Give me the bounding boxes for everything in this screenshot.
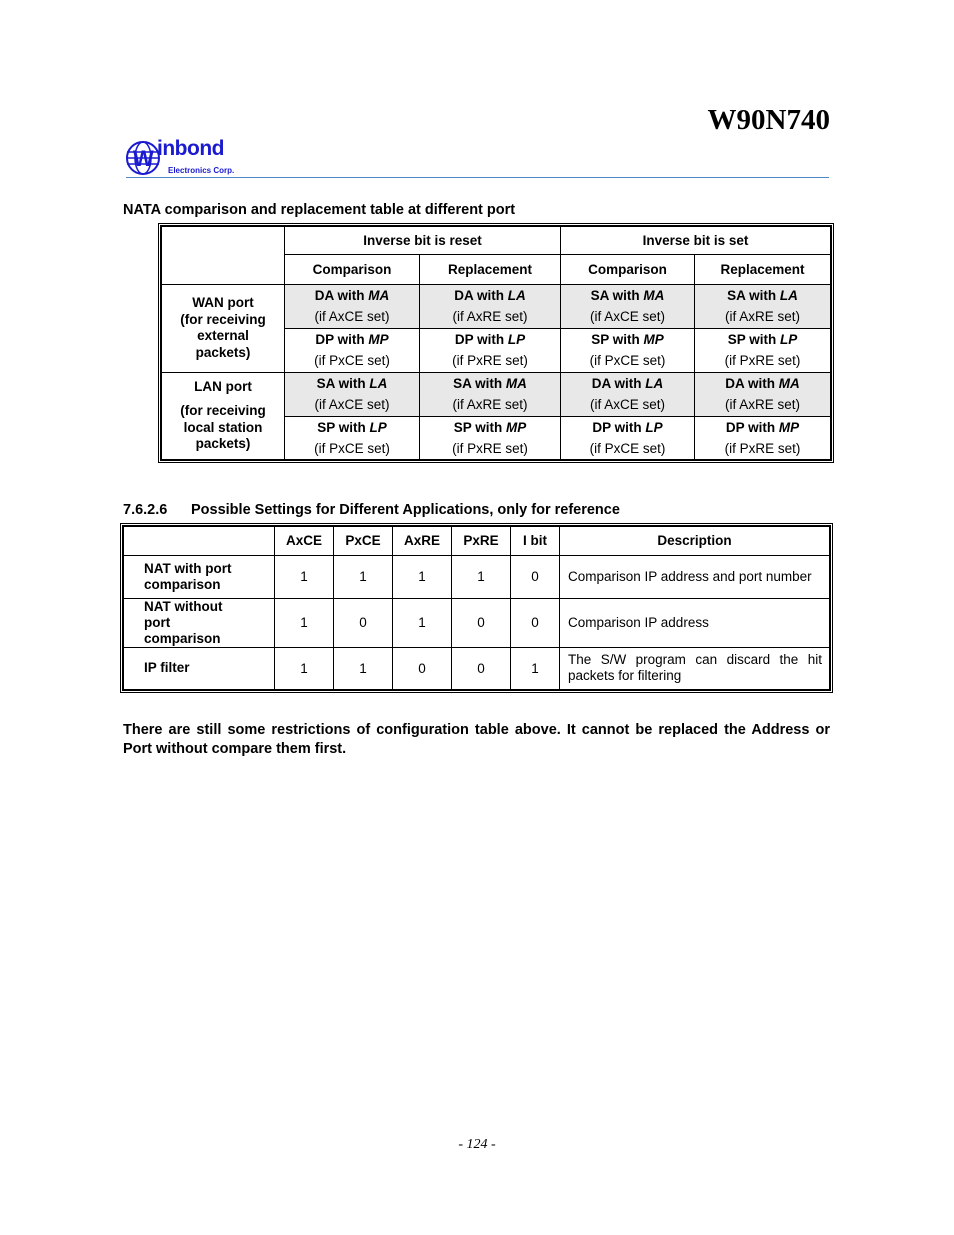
nata-cell (561, 372, 695, 416)
cell-condition: (if AxCE set) (589, 397, 665, 412)
settings-header-cell: PxRE (452, 526, 511, 555)
settings-value: 0 (511, 598, 560, 647)
settings-value: 1 (275, 598, 334, 647)
nata-cell (695, 372, 832, 416)
settings-value: 0 (511, 555, 560, 598)
settings-value: 1 (393, 598, 452, 647)
cell-field: DP with (725, 419, 779, 435)
nata-cell (420, 416, 561, 460)
cell-condition: (if AxRE set) (452, 309, 528, 324)
cell-condition: (if PxRE set) (724, 353, 801, 368)
cell-field: DP with (454, 332, 508, 347)
settings-value: 1 (452, 555, 511, 598)
settings-table-body (123, 555, 830, 690)
cell-value: LA (645, 376, 664, 391)
restriction-note: There are still some restrictions of configuration table above. It cannot be replaced the Address or Port without compare them first. (123, 722, 830, 757)
cell-field: DA with (314, 288, 369, 303)
cell-value: MP (778, 419, 800, 435)
cell-field: SA with (727, 288, 780, 303)
settings-value: 0 (452, 598, 511, 647)
cell-field: DP with (315, 332, 369, 347)
cell-value: LP (780, 332, 798, 347)
col-replacement-set: Replacement (695, 254, 832, 284)
nata-cell (285, 284, 420, 328)
settings-value: 1 (393, 555, 452, 598)
settings-value: 1 (334, 647, 393, 690)
port-label: LAN port (194, 378, 252, 394)
cell-field: DP with (592, 419, 646, 435)
cell-value: MA (778, 376, 800, 391)
winbond-logo (126, 137, 256, 176)
cell-condition: (if PxCE set) (589, 440, 666, 456)
cell-value: LP (369, 419, 387, 435)
col-comparison-reset: Comparison (285, 254, 420, 284)
section1-title: NATA comparison and replacement table at different port (123, 202, 516, 218)
nata-cell (561, 284, 695, 328)
nata-cell (561, 416, 695, 460)
settings-header-cell: AxRE (393, 526, 452, 555)
cell-field: SP with (453, 419, 506, 435)
port-label: WAN port (192, 295, 254, 310)
nata-cell (420, 372, 561, 416)
cell-condition: (if AxCE set) (314, 309, 390, 324)
cell-field: SA with (453, 376, 506, 391)
svg-text:W: W (133, 146, 154, 171)
settings-row (123, 647, 830, 690)
cell-field: DA with (725, 376, 779, 391)
nata-cell (695, 328, 832, 372)
cell-value: LP (507, 332, 526, 347)
nata-cell (695, 416, 832, 460)
corner-cell (161, 226, 285, 284)
chip-title: W90N740 (707, 104, 830, 136)
cell-condition: (if PxCE set) (314, 440, 390, 456)
group-set-header: Inverse bit is set (561, 226, 832, 254)
cell-value: MA (368, 288, 390, 303)
cell-value: LA (779, 288, 798, 303)
settings-value: 0 (452, 647, 511, 690)
cell-condition: (if AxRE set) (724, 309, 800, 324)
cell-field: SP with (727, 332, 780, 347)
cell-value: LA (507, 288, 526, 303)
group-reset-header: Inverse bit is reset (285, 226, 561, 254)
logo-sub-text: Electronics Corp. (168, 166, 235, 175)
logo-brand-text: inbond (157, 137, 224, 160)
settings-description: Comparison IP address and port number (560, 555, 831, 598)
cell-condition: (if PxCE set) (314, 353, 390, 368)
settings-table (122, 525, 831, 691)
settings-header-cell: AxCE (275, 526, 334, 555)
settings-value: 0 (334, 598, 393, 647)
cell-condition: (if AxRE set) (724, 397, 800, 412)
settings-description: The S/W program can discard the hit packets for filtering (560, 647, 831, 690)
cell-condition: (if AxRE set) (452, 397, 528, 412)
col-comparison-set: Comparison (561, 254, 695, 284)
cell-field: DA with (591, 376, 646, 391)
section2-title: 7.6.2.6 Possible Settings for Different Applications, only for reference (123, 502, 620, 518)
settings-value: 0 (393, 647, 452, 690)
cell-value: MA (643, 288, 665, 303)
settings-value: 1 (275, 647, 334, 690)
settings-value: 1 (275, 555, 334, 598)
port-sub: (for receiving local station packets) (180, 403, 266, 452)
cell-value: MP (643, 332, 664, 347)
cell-condition: (if PxCE set) (589, 353, 666, 368)
nata-cell (285, 416, 420, 460)
page-number: - 124 - (458, 1137, 496, 1152)
port-sub: (for receiving external packets) (180, 311, 266, 360)
port-label-cell (161, 372, 285, 460)
settings-header-row (123, 526, 830, 555)
settings-row-label: IP filter (123, 647, 275, 690)
settings-value: 1 (511, 647, 560, 690)
settings-header-cell: Description (560, 526, 831, 555)
nata-cell (420, 284, 561, 328)
settings-header-cell: I bit (511, 526, 560, 555)
nata-cell (285, 328, 420, 372)
cell-condition: (if PxRE set) (452, 353, 528, 368)
cell-value: LP (645, 419, 663, 435)
settings-header-cell: PxCE (334, 526, 393, 555)
header-rule (126, 177, 829, 178)
cell-condition: (if AxCE set) (314, 397, 390, 412)
settings-row (123, 555, 830, 598)
settings-row (123, 598, 830, 647)
nata-row (161, 372, 831, 416)
nata-cell (561, 328, 695, 372)
cell-field: SA with (590, 288, 644, 303)
cell-field: SP with (591, 332, 644, 347)
cell-value: MP (506, 419, 527, 435)
cell-field: SA with (316, 376, 370, 391)
cell-value: MA (505, 376, 527, 391)
nata-row (161, 284, 831, 328)
cell-field: DA with (454, 288, 508, 303)
nata-cell (285, 372, 420, 416)
cell-condition: (if PxRE set) (724, 440, 801, 456)
cell-condition: (if PxRE set) (452, 440, 528, 456)
cell-field: SP with (317, 419, 370, 435)
nata-cell (695, 284, 832, 328)
port-label-cell (161, 284, 285, 372)
settings-description: Comparison IP address (560, 598, 831, 647)
cell-value: MP (368, 332, 389, 347)
cell-value: LA (369, 376, 388, 391)
settings-row-label: NAT without port comparison (123, 598, 275, 647)
cell-condition: (if AxCE set) (589, 309, 665, 324)
nata-table-body (161, 284, 831, 460)
settings-corner-cell (123, 526, 275, 555)
nata-table (160, 225, 832, 461)
col-replacement-reset: Replacement (420, 254, 561, 284)
settings-value: 1 (334, 555, 393, 598)
nata-cell (420, 328, 561, 372)
settings-row-label: NAT with port comparison (123, 555, 275, 598)
